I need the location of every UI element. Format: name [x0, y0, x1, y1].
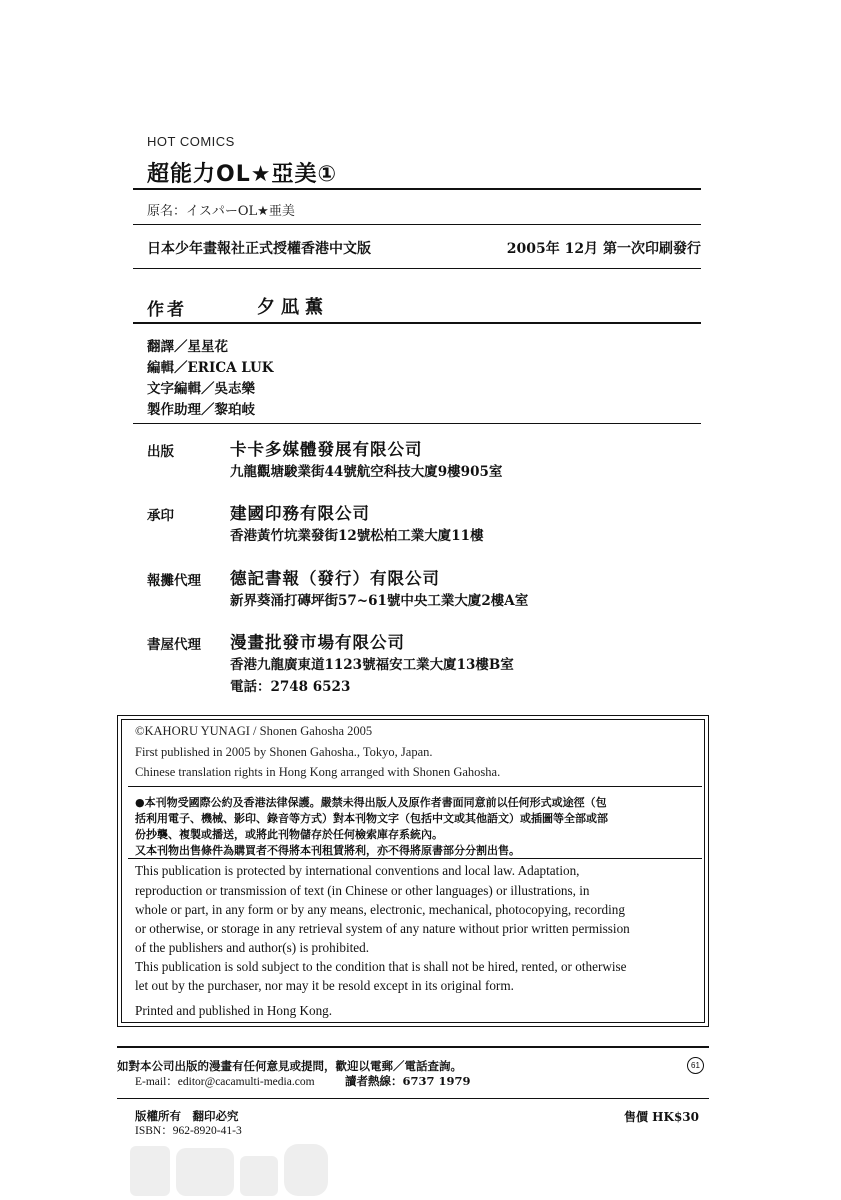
newsstand-agent-address: 新界葵涌打磚坪街57~61號中央工業大廈2樓A室: [230, 593, 529, 609]
notice-zh-line-2: 括利用電子、機械、影印、錄音等方式）對本刊物文字（包括中文或其他語文）或插圖等全部或部: [135, 812, 608, 825]
staff-text-editor: 文字編輯／吳志樂: [147, 381, 255, 397]
print-date: 2005年 12月 第一次印刷發行: [506, 241, 701, 257]
printer-label: 承印: [147, 508, 174, 524]
notice-en-line-4: or otherwise, or storage in any retrieval system of any nature without prior written permission: [135, 921, 630, 936]
bookstore-agent-label: 書屋代理: [147, 637, 201, 653]
notice-zh-line-3: 份抄襲、複製或播送，或將此刊物儲存於任何檢索庫存系統內。: [135, 828, 443, 841]
notice-divider-2: [128, 858, 702, 859]
notice-zh-line-4: 又本刊物出售條件為購買者不得將本刊租賃將利，亦不得將原書部分分割出售。: [135, 844, 520, 857]
reader-hotline: 讀者熱線：6737 1979: [345, 1074, 471, 1088]
publisher-name: 卡卡多媒體發展有限公司: [230, 440, 423, 459]
staff-rule: [133, 423, 701, 424]
notice-zh-line-1: ●本刊物受國際公約及香港法律保護。嚴禁未得出版人及原作者書面同意前以任何形式或途徑（包: [135, 796, 607, 809]
author-name: 夕凪薫: [257, 297, 329, 318]
copyright-line: ©KAHORU YUNAGI / Shonen Gahosha 2005: [135, 724, 373, 738]
bookstore-agent-phone: 電話：2748 6523: [230, 679, 351, 695]
printer-address: 香港黃竹坑業發街12號松柏工業大廈11樓: [230, 528, 484, 544]
price-label: 售價 HK$30: [624, 1110, 699, 1124]
notice-en-line-6: This publication is sold subject to the condition that is shall not be hired, rented, or otherwise: [135, 959, 627, 974]
newsstand-agent-name: 德記書報（發行）有限公司: [230, 569, 440, 588]
printer-name: 建國印務有限公司: [230, 504, 370, 523]
staff-editor: 編輯／ERICA LUK: [147, 360, 274, 376]
all-rights-reserved: 版權所有 翻印必究: [135, 1109, 239, 1123]
license-rule: [133, 268, 701, 269]
bookstore-agent-name: 漫畫批發市場有限公司: [230, 633, 405, 652]
notice-en-line-1: This publication is protected by international conventions and local law. Adaptation,: [135, 863, 580, 878]
footer-rule-middle: [117, 1098, 709, 1099]
email-line: E-mail：editor@cacamulti-media.com: [135, 1076, 315, 1088]
book-title: 超能力OL★亞美①: [147, 162, 338, 187]
first-published-line: First published in 2005 by Shonen Gahosha., Tokyo, Japan.: [135, 745, 433, 759]
author-rule: [133, 322, 701, 324]
license-line: 日本少年畫報社正式授權香港中文版: [147, 241, 371, 257]
publisher-logo-watermark: [130, 1140, 360, 1196]
newsstand-agent-label: 報攤代理: [147, 573, 201, 589]
publisher-label: 出版: [147, 444, 174, 460]
title-rule: [133, 188, 701, 190]
publisher-address: 九龍觀塘駿業街44號航空科技大廈9樓905室: [230, 464, 503, 480]
translation-rights-line: Chinese translation rights in Hong Kong arranged with Shonen Gahosha.: [135, 765, 501, 779]
staff-translator: 翻譯／星星花: [147, 339, 228, 355]
feedback-line: 如對本公司出版的漫畫有任何意見或提問，歡迎以電郵／電話查詢。: [117, 1059, 462, 1073]
printed-in-line: Printed and published in Hong Kong.: [135, 1003, 333, 1018]
staff-production-assistant: 製作助理／黎珀岐: [147, 402, 255, 418]
bookstore-agent-address: 香港九龍廣東道1123號福安工業大廈13樓B室: [230, 657, 514, 673]
series-label: HOT COMICS: [147, 134, 235, 149]
notice-en-line-7: let out by the purchaser, nor may it be resold except in its original form.: [135, 978, 514, 993]
original-title: 原名：イスパーOL★亜美: [147, 204, 295, 219]
notice-en-line-2: reproduction or transmission of text (in Chinese or other languages) or illustrations, in: [135, 883, 590, 898]
author-label: 作者: [147, 300, 187, 320]
notice-en-line-5: of the publishers and author(s) is prohibited.: [135, 940, 370, 955]
original-title-rule: [133, 224, 701, 225]
footer-rule-top: [117, 1046, 709, 1048]
notice-divider-1: [128, 786, 702, 787]
notice-en-line-3: whole or part, in any form or by any means, electronic, mechanical, photocopying, recording: [135, 902, 625, 917]
isbn-line: ISBN：962-8920-41-3: [135, 1125, 242, 1137]
page-number-badge: 61: [687, 1057, 704, 1074]
